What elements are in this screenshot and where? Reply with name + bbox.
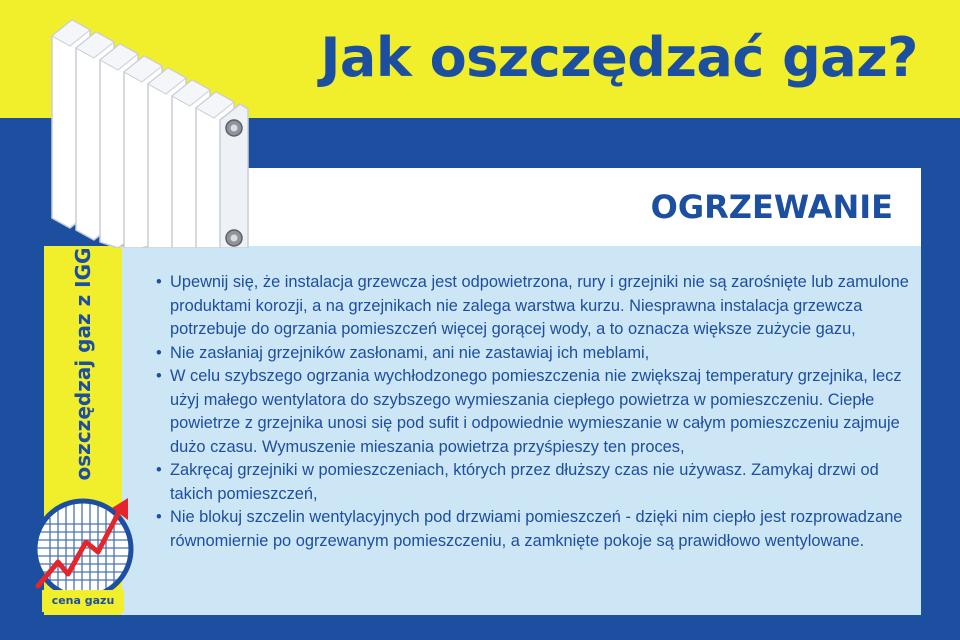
sidebar-text: oszczędzaj gaz z IGG bbox=[71, 247, 95, 481]
tip-item: • Upewnij się, że instalacja grzewcza jest odpowietrzona, rury i grzejniki nie są zarośnięte lub zamulone produktami korozji, a na grzejnikach nie zalega warstwa kurzu. Niesprawna instalacja grzewcza potrzebuje do ogrzania pomieszczeń więcej gorącej wody, a to oznacza większe zużycie gazu, bbox=[156, 271, 916, 342]
page-title: Jak oszczędzać gaz? bbox=[320, 26, 918, 89]
tips-list bbox=[156, 271, 916, 553]
tip-item: • Nie zasłaniaj grzejników zasłonami, ani nie zastawiaj ich meblami, bbox=[156, 342, 916, 366]
valve-icon bbox=[226, 230, 242, 246]
valve-icon bbox=[226, 120, 242, 136]
tips-panel bbox=[122, 246, 921, 615]
section-header bbox=[240, 168, 921, 246]
tip-item: • Zakręcaj grzejniki w pomieszczeniach, których przez dłuższy czas nie używasz. Zamykaj drzwi od takich pomieszczeń, bbox=[156, 459, 916, 506]
radiator-icon bbox=[44, 6, 260, 248]
tip-item: • W celu szybszego ogrzania wychłodzonego pomieszczenia nie zwiększaj temperatury grzejnika, lecz użyj małego wentylatora do szybszego wymieszania ciepłego powietrza w pomieszczeniu. Ciepłe powietrze z grzejnika unosi się pod sufit i odpowiednie wymieszanie w całym pomieszczeniu zajmuje dużo czasu. Wymuszenie mieszania powietrza przyśpieszy ten proces, bbox=[156, 365, 916, 459]
gas-price-badge bbox=[28, 494, 138, 622]
tip-item: • Nie blokuj szczelin wentylacyjnych pod drzwiami pomieszczeń - dzięki nim ciepło jest rozprowadzane równomiernie po ogrzewanym pomieszczeniu, a zamknięte pokoje są prawidłowo wentylowane. bbox=[156, 506, 916, 553]
badge-label: cena gazu bbox=[51, 594, 115, 607]
section-title: OGRZEWANIE bbox=[650, 188, 893, 226]
radiator-fins bbox=[52, 20, 248, 248]
